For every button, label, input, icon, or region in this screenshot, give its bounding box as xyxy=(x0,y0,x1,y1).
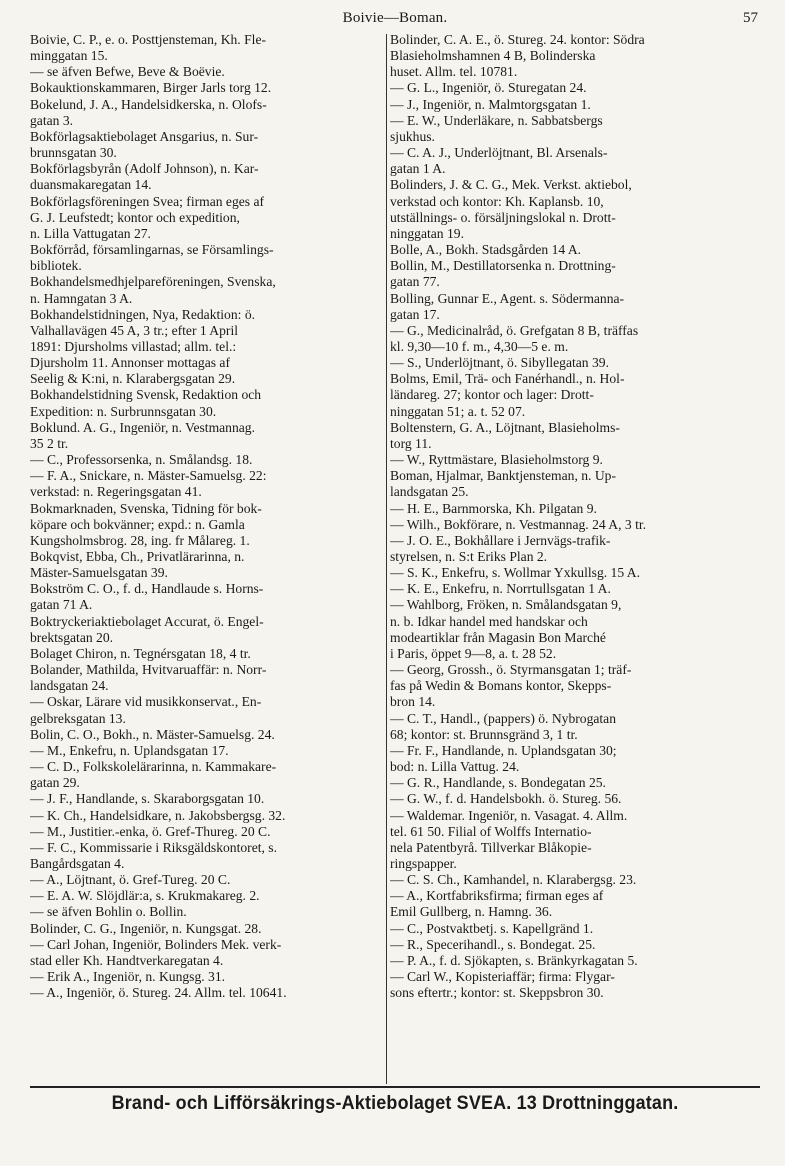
entry-line: G. J. Leufstedt; kontor och expedition, xyxy=(30,209,240,225)
directory-entry xyxy=(30,452,386,468)
entry-line: Bokhandelstidning Svensk, Redaktion och xyxy=(30,387,262,403)
directory-entry xyxy=(390,517,762,533)
entry-line: — K. Ch., Handelsidkare, n. Jakobsbergsg. 32. xyxy=(30,807,286,823)
entry-line: Bokhandelsmedhjelpareföreningen, Svenska, xyxy=(30,274,276,290)
entry-line: Bollin, M., Destillatorsenka n. Drottning- xyxy=(390,258,616,274)
running-title: Boivie—Boman. xyxy=(342,10,448,26)
entry-line: Bolin, C. O., Bokh., n. Mäster-Samuelsg. 24. xyxy=(30,726,275,742)
entry-line: — M., Enkefru, n. Uplandsgatan 17. xyxy=(30,742,229,758)
directory-entry xyxy=(390,323,762,355)
entry-line: — se äfven Bohlin o. Bollin. xyxy=(30,904,187,920)
entry-line: Bolaget Chiron, n. Tegnérsgatan 18, 4 tr. xyxy=(30,645,251,661)
directory-entry xyxy=(30,274,386,306)
directory-entry xyxy=(30,694,386,726)
directory-entry xyxy=(30,387,386,419)
entry-line: — Fr. F., Handlande, n. Uplandsgatan 30; xyxy=(390,742,617,758)
entry-line: — S. K., Enkefru, s. Wollmar Yxkullsg. 15 A. xyxy=(390,565,641,581)
entry-line: fas på Wedin & Bomans kontor, Skepps- xyxy=(390,678,612,694)
entry-line: — J. O. E., Bokhållare i Jernvägs-trafik- xyxy=(390,532,611,548)
entry-line: verkstad: n. Regeringsgatan 41. xyxy=(30,484,202,500)
entry-line: — P. A., f. d. Sjökapten, s. Bränkyrkagatan 5. xyxy=(390,952,638,968)
entry-line: Bokmarknaden, Svenska, Tidning för bok- xyxy=(30,500,262,516)
column-divider xyxy=(386,34,387,1084)
right-column xyxy=(390,32,762,1001)
entry-line: ninggatan 19. xyxy=(390,225,464,241)
directory-entry xyxy=(30,64,386,80)
entry-line: Bokqvist, Ebba, Ch., Privatlärarinna, n. xyxy=(30,549,245,564)
directory-entry xyxy=(390,775,762,791)
entry-line: 1891: Djursholms villastad; allm. tel.: xyxy=(30,338,237,354)
entry-line: Bokförlagsaktiebolaget Ansgarius, n. Sur- xyxy=(30,128,259,144)
entry-line: — M., Justitier.-enka, ö. Gref-Thureg. 20 C. xyxy=(30,823,271,839)
entry-line: — A., Löjtnant, ö. Gref-Tureg. 20 C. xyxy=(30,872,231,888)
entry-line: kl. 9,30—10 f. m., 4,30—5 e. m. xyxy=(390,338,569,354)
entry-line: — G., Medicinalråd, ö. Grefgatan 8 B, träffas xyxy=(390,322,639,338)
entry-line: Bolinder, C. A. E., ö. Stureg. 24. kontor: Södra xyxy=(390,32,645,47)
entry-line: Bolling, Gunnar E., Agent. s. Södermanna- xyxy=(390,290,625,306)
directory-entry xyxy=(390,953,762,969)
entry-line: — G. L., Ingeniör, ö. Sturegatan 24. xyxy=(390,80,587,96)
entry-line: torg 11. xyxy=(390,435,432,451)
directory-entry xyxy=(390,581,762,597)
entry-line: — G. R., Handlande, s. Bondegatan 25. xyxy=(390,775,606,791)
entry-line: gatan 71 A. xyxy=(30,597,93,613)
entry-line: — Carl W., Kopisteriaffär; firma: Flygar- xyxy=(390,969,615,985)
entry-line: 35 2 tr. xyxy=(30,435,69,451)
entry-line: minggatan 15. xyxy=(30,48,108,64)
directory-entry xyxy=(30,824,386,840)
entry-line: bibliotek. xyxy=(30,258,82,274)
entry-line: tel. 61 50. Filial of Wolffs Internatio- xyxy=(390,823,592,839)
directory-entry xyxy=(30,614,386,646)
entry-line: utställnings- o. försäljningslokal n. Drott- xyxy=(390,209,616,225)
entry-line: Bokförråd, församlingarnas, se Församlings- xyxy=(30,242,274,258)
entry-line: — E. W., Underläkare, n. Sabbatsbergs xyxy=(390,112,603,128)
directory-entry xyxy=(30,791,386,807)
entry-line: — C. S. Ch., Kamhandel, n. Klarabergsg. 23. xyxy=(390,872,637,888)
entry-line: — W., Ryttmästare, Blasieholmstorg 9. xyxy=(390,452,603,468)
entry-line: n. b. Idkar handel med handskar och xyxy=(390,613,588,629)
entry-line: n. Lilla Vattugatan 27. xyxy=(30,225,151,241)
directory-entry xyxy=(30,420,386,452)
entry-line: Bolinders, J. & C. G., Mek. Verkst. aktiebol, xyxy=(390,177,632,193)
entry-line: n. Hamngatan 3 A. xyxy=(30,290,133,306)
page-number: 57 xyxy=(743,10,758,26)
directory-entry xyxy=(30,80,386,96)
page-header xyxy=(30,10,760,32)
directory-entry xyxy=(30,549,386,581)
directory-entry xyxy=(30,985,386,1001)
entry-line: Bangårdsgatan 4. xyxy=(30,855,125,871)
directory-entry xyxy=(30,727,386,743)
directory-entry xyxy=(390,355,762,371)
entry-line: bod: n. Lilla Vattug. 24. xyxy=(390,759,520,775)
directory-entry xyxy=(390,501,762,517)
advertisement-text: Brand- och Lifförsäkrings-Aktiebolaget SVEA. 13 Drottninggatan. xyxy=(111,1092,679,1114)
entry-line: — Wilh., Bokförare, n. Vestmannag. 24 A, 3 tr. xyxy=(390,516,647,532)
directory-entry xyxy=(390,468,762,500)
directory-entry xyxy=(30,743,386,759)
directory-entry xyxy=(390,242,762,258)
entry-line: modeartiklar från Magasin Bon Marché xyxy=(390,629,606,645)
entry-line: Boklund. A. G., Ingeniör, n. Vestmannag. xyxy=(30,419,255,435)
entry-line: — Georg, Grossh., ö. Styrmansgatan 1; träf- xyxy=(390,662,632,678)
entry-line: Blasieholmshamnen 4 B, Bolinderska xyxy=(390,48,596,64)
entry-line: Bokauktionskammaren, Birger Jarls torg 12. xyxy=(30,80,272,96)
entry-line: — Carl Johan, Ingeniör, Bolinders Mek. verk- xyxy=(30,936,282,952)
entry-line: gatan 1 A. xyxy=(390,161,446,177)
directory-entry xyxy=(30,662,386,694)
directory-entry xyxy=(390,743,762,775)
entry-line: — J. F., Handlande, s. Skaraborgsgatan 10. xyxy=(30,791,265,807)
entry-line: brunnsgatan 30. xyxy=(30,145,117,161)
directory-entry xyxy=(30,307,386,388)
directory-entry xyxy=(390,937,762,953)
directory-entry xyxy=(30,161,386,193)
entry-line: Bolms, Emil, Trä- och Fanérhandl., n. Hol- xyxy=(390,371,625,387)
entry-line: stad eller Kh. Handtverkaregatan 4. xyxy=(30,952,224,968)
entry-line: — E. A. W. Slöjdlär:a, s. Krukmakareg. 2. xyxy=(30,888,260,904)
entry-line: nela Patentbyrå. Tillverkar Blåkopie- xyxy=(390,839,592,855)
directory-entry xyxy=(30,646,386,662)
entry-line: Bokförlagsbyrån (Adolf Johnson), n. Kar- xyxy=(30,161,259,177)
entry-line: gatan 3. xyxy=(30,112,74,128)
directory-entry xyxy=(30,242,386,274)
directory-columns xyxy=(30,32,760,1087)
entry-line: ländareg. 27; kontor och lager: Drott- xyxy=(390,387,594,403)
entry-line: verkstad och kontor: Kh. Kaplansb. 10, xyxy=(390,193,604,209)
directory-entry xyxy=(390,371,762,419)
directory-entry xyxy=(30,468,386,500)
entry-line: gatan 29. xyxy=(30,775,80,791)
entry-line: Djursholm 11. Annonser mottagas af xyxy=(30,355,230,371)
directory-entry xyxy=(390,808,762,873)
entry-line: — C. D., Folkskolelärarinna, n. Kammakare- xyxy=(30,759,277,775)
entry-line: Valhallavägen 45 A, 3 tr.; efter 1 April xyxy=(30,322,239,338)
entry-line: Boltenstern, G. A., Löjtnant, Blasieholms- xyxy=(390,419,620,435)
entry-line: Bokelund, J. A., Handelsidkerska, n. Olofs- xyxy=(30,96,267,112)
directory-entry xyxy=(30,759,386,791)
entry-line: 68; kontor: st. Brunnsgränd 3, 1 tr. xyxy=(390,726,578,742)
entry-line: sons eftertr.; kontor: st. Skeppsbron 30. xyxy=(390,985,604,1001)
directory-entry xyxy=(30,501,386,549)
entry-line: Bolinder, C. G., Ingeniör, n. Kungsgat. 28. xyxy=(30,920,262,936)
entry-line: Bokström C. O., f. d., Handlaude s. Horns- xyxy=(30,581,264,597)
directory-entry xyxy=(30,888,386,904)
directory-entry xyxy=(390,921,762,937)
entry-line: — A., Ingeniör, ö. Stureg. 24. Allm. tel. 10641. xyxy=(30,985,287,1001)
directory-entry xyxy=(390,711,762,743)
entry-line: — S., Underlöjtnant, ö. Sibyllegatan 39. xyxy=(390,355,609,371)
entry-line: Emil Gullberg, n. Hamng. 36. xyxy=(390,904,553,920)
entry-line: Bokförlagsföreningen Svea; firman eges af xyxy=(30,193,265,209)
directory-entry xyxy=(390,969,762,1001)
directory-entry xyxy=(390,872,762,888)
directory-entry xyxy=(30,872,386,888)
directory-entry xyxy=(390,32,762,80)
directory-entry xyxy=(390,145,762,177)
entry-line: Mäster-Samuelsgatan 39. xyxy=(30,565,168,581)
entry-line: styrelsen, n. S:t Eriks Plan 2. xyxy=(390,549,548,564)
entry-line: — Oskar, Lärare vid musikkonservat., En- xyxy=(30,694,262,710)
directory-entry xyxy=(30,194,386,242)
entry-line: köpare och bokvänner; expd.: n. Gamla xyxy=(30,516,245,532)
advertisement-banner xyxy=(30,1086,760,1118)
directory-entry xyxy=(30,581,386,613)
directory-entry xyxy=(30,129,386,161)
entry-line: huset. Allm. tel. 10781. xyxy=(390,64,518,80)
directory-entry xyxy=(390,420,762,452)
entry-line: — F. C., Kommissarie i Riksgäldskontoret, s. xyxy=(30,839,277,855)
entry-line: — se äfven Befwe, Beve & Boëvie. xyxy=(30,64,225,80)
entry-line: — K. E., Enkefru, n. Norrtullsgatan 1 A. xyxy=(390,581,611,597)
entry-line: — C. T., Handl., (pappers) ö. Nybrogatan xyxy=(390,710,617,726)
entry-line: Expedition: n. Surbrunnsgatan 30. xyxy=(30,403,217,419)
entry-line: Boman, Hjalmar, Banktjensteman, n. Up- xyxy=(390,468,616,484)
entry-line: duansmakaregatan 14. xyxy=(30,177,152,193)
entry-line: gatan 17. xyxy=(390,306,440,322)
entry-line: — Waldemar. Ingeniör, n. Vasagat. 4. Allm. xyxy=(390,807,628,823)
directory-entry xyxy=(30,969,386,985)
directory-entry xyxy=(390,80,762,96)
directory-entry xyxy=(390,662,762,710)
entry-line: ninggatan 51; a. t. 52 07. xyxy=(390,403,526,419)
directory-entry xyxy=(390,452,762,468)
entry-line: ringspapper. xyxy=(390,855,457,871)
directory-entry xyxy=(390,177,762,242)
entry-line: — C., Professorsenka, n. Smålandsg. 18. xyxy=(30,452,253,468)
directory-entry xyxy=(30,921,386,937)
entry-line: — Erik A., Ingeniör, n. Kungsg. 31. xyxy=(30,969,226,985)
entry-line: Bolander, Mathilda, Hvitvaruaffär: n. Norr- xyxy=(30,662,267,678)
directory-entry xyxy=(390,97,762,113)
entry-line: — G. W., f. d. Handelsbokh. ö. Stureg. 56. xyxy=(390,791,622,807)
entry-line: Kungsholmsbrog. 28, ing. fr Målareg. 1. xyxy=(30,532,250,548)
entry-line: gatan 77. xyxy=(390,274,440,290)
entry-line: — C., Postvaktbetj. s. Kapellgränd 1. xyxy=(390,920,594,936)
entry-line: bron 14. xyxy=(390,694,436,710)
entry-line: Boktryckeriaktiebolaget Accurat, ö. Engel- xyxy=(30,613,264,629)
directory-entry xyxy=(390,258,762,290)
entry-line: — R., Specerihandl., s. Bondegat. 25. xyxy=(390,936,596,952)
directory-entry xyxy=(390,291,762,323)
directory-entry xyxy=(30,32,386,64)
entry-line: — A., Kortfabriksfirma; firman eges af xyxy=(390,888,604,904)
entry-line: Bolle, A., Bokh. Stadsgården 14 A. xyxy=(390,242,582,258)
entry-line: sjukhus. xyxy=(390,128,435,144)
directory-entry xyxy=(390,791,762,807)
left-column xyxy=(30,32,386,1001)
directory-entry xyxy=(30,904,386,920)
entry-line: — H. E., Barnmorska, Kh. Pilgatan 9. xyxy=(390,500,597,516)
entry-line: Seelig & K:ni, n. Klarabergsgatan 29. xyxy=(30,371,236,387)
entry-line: landsgatan 25. xyxy=(390,484,469,500)
entry-line: gelbreksgatan 13. xyxy=(30,710,126,726)
entry-line: — F. A., Snickare, n. Mäster-Samuelsg. 22: xyxy=(30,468,267,484)
directory-entry xyxy=(30,840,386,872)
directory-entry xyxy=(390,888,762,920)
entry-line: landsgatan 24. xyxy=(30,678,109,694)
directory-entry xyxy=(30,808,386,824)
entry-line: i Paris, öppet 9—8, a. t. 28 52. xyxy=(390,645,557,661)
entry-line: — Wahlborg, Fröken, n. Smålandsgatan 9, xyxy=(390,597,622,613)
directory-entry xyxy=(390,533,762,565)
directory-entry xyxy=(390,113,762,145)
directory-entry xyxy=(390,565,762,581)
entry-line: Bokhandelstidningen, Nya, Redaktion: ö. xyxy=(30,306,256,322)
entry-line: — J., Ingeniör, n. Malmtorgsgatan 1. xyxy=(390,96,591,112)
entry-line: Boivie, C. P., e. o. Posttjensteman, Kh. Fle- xyxy=(30,32,266,47)
entry-line: brektsgatan 20. xyxy=(30,629,114,645)
directory-entry xyxy=(30,937,386,969)
directory-entry xyxy=(30,97,386,129)
directory-entry xyxy=(390,597,762,662)
entry-line: — C. A. J., Underlöjtnant, Bl. Arsenals- xyxy=(390,145,608,161)
